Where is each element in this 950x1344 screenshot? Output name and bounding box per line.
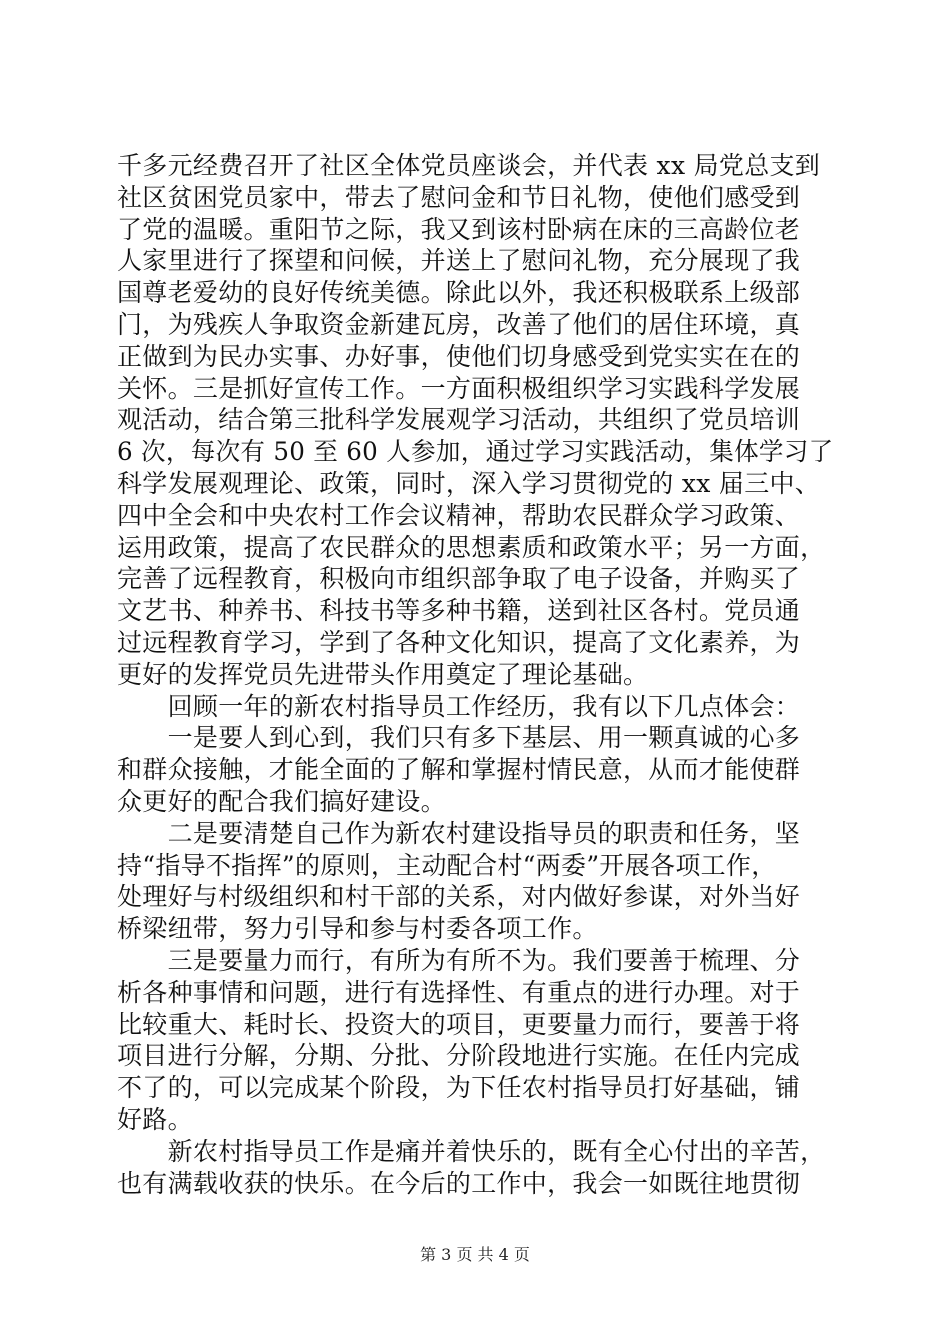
text-line: 一是要人到心到，我们只有多下基层、用一颗真诚的心多 [117,723,801,753]
text-line: 好路。 [117,1104,193,1134]
text-line: 二是要清楚自己作为新农村建设指导员的职责和任务，坚 [117,818,801,848]
text-line: 回顾一年的新农村指导员工作经历，我有以下几点体会： [117,691,801,721]
text-line: 四中全会和中央农村工作会议精神，帮助农民群众学习政策、 [117,500,801,530]
text-line: 处理好与村级组织和村干部的关系，对内做好参谋，对外当好 [117,882,801,912]
text-line: 持“指导不指挥”的原则，主动配合村“两委”开展各项工作， [117,850,777,880]
text-line: 不了的，可以完成某个阶段，为下任农村指导员打好基础，铺 [117,1073,801,1103]
text-line: 桥梁纽带，努力引导和参与村委各项工作。 [117,914,598,944]
text-line: 三是要量力而行，有所为有所不为。我们要善于梳理、分 [117,945,801,975]
text-line: 过远程教育学习，学到了各种文化知识，提高了文化素养，为 [117,627,801,657]
text-line: 国尊老爱幼的良好传统美德。除此以外，我还积极联系上级部 [117,278,801,308]
text-line: 门，为残疾人争取资金新建瓦房，改善了他们的居住环境，真 [117,309,801,339]
text-line: 了党的温暖。重阳节之际，我又到该村卧病在床的三高龄位老 [117,214,801,244]
page-footer: 第 3 页 共 4 页 [420,1245,530,1264]
text-line: 新农村指导员工作是痛并着快乐的，既有全心付出的辛苦， [117,1136,826,1166]
text-line: 析各种事情和问题，进行有选择性、有重点的进行办理。对于 [117,977,801,1007]
text-line: 千多元经费召开了社区全体党员座谈会，并代表 xx 局党总支到 [117,151,821,180]
text-line: 和群众接触，才能全面的了解和掌握村情民意，从而才能使群 [117,755,801,785]
text-line: 6 次，每次有 50 至 60 人参加，通过学习实践活动，集体学习了 [117,437,834,467]
text-line: 社区贫困党员家中，带去了慰问金和节日礼物，使他们感受到 [117,182,801,212]
text-line: 更好的发挥党员先进带头作用奠定了理论基础。 [117,659,649,689]
text-line: 运用政策，提高了农民群众的思想素质和政策水平；另一方面， [117,532,826,562]
text-line: 比较重大、耗时长、投资大的项目，更要量力而行，要善于将 [117,1009,801,1039]
text-line: 科学发展观理论、政策，同时，深入学习贯彻党的 xx 届三中、 [117,468,821,498]
text-line: 观活动，结合第三批科学发展观学习活动，共组织了党员培训 [117,405,801,435]
text-line: 也有满载收获的快乐。在今后的工作中，我会一如既往地贯彻 [117,1168,801,1198]
text-line: 正做到为民办实事、办好事，使他们切身感受到党实实在在的 [117,341,801,371]
text-line: 众更好的配合我们搞好建设。 [117,786,446,816]
document-body [117,150,833,1199]
text-line: 人家里进行了探望和问候，并送上了慰问礼物，充分展现了我 [117,246,801,276]
text-line: 文艺书、种养书、科技书等多种书籍，送到社区各村。党员通 [117,596,801,626]
text-line: 完善了远程教育，积极向市组织部争取了电子设备，并购买了 [117,564,801,594]
text-line: 关怀。三是抓好宣传工作。一方面积极组织学习实践科学发展 [117,373,801,403]
text-line: 项目进行分解，分期、分批、分阶段地进行实施。在任内完成 [117,1041,801,1071]
